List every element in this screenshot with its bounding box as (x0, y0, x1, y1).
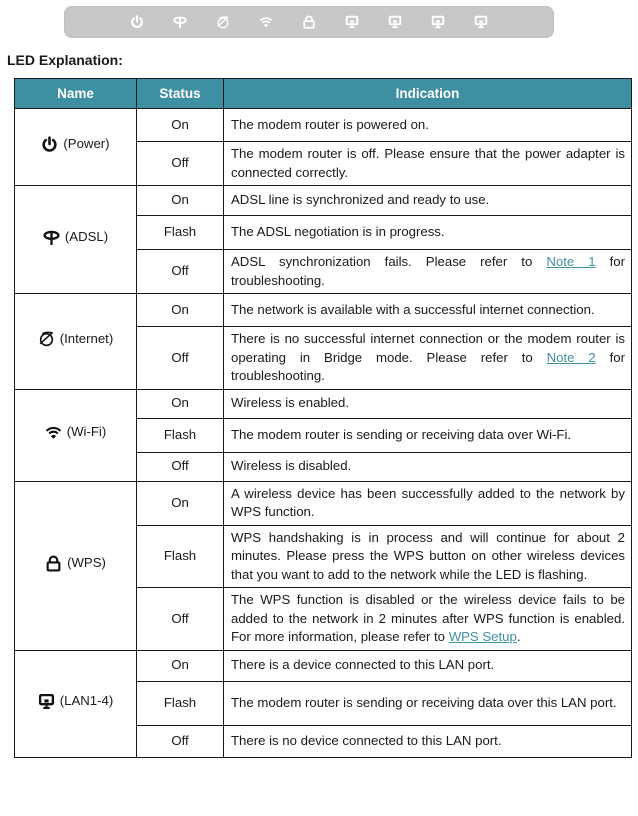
status-cell: On (137, 109, 224, 142)
status-cell: Flash (137, 525, 224, 588)
indication-cell: ADSL line is synchronized and ready to use. (224, 186, 632, 216)
header-status: Status (137, 79, 224, 109)
led-name-label: (WPS) (67, 554, 106, 570)
lan-icon (417, 15, 460, 29)
reference-link[interactable]: Note 2 (546, 349, 596, 365)
indication-cell (224, 250, 632, 294)
reference-link[interactable]: WPS Setup (448, 629, 517, 644)
status-cell: On (137, 294, 224, 327)
adsl-icon (43, 229, 60, 246)
table-row (15, 481, 632, 525)
led-name-label: (Wi-Fi) (66, 424, 107, 440)
led-name-cell (15, 650, 137, 757)
wps-lock-icon (45, 555, 62, 572)
led-name-label: (ADSL) (64, 228, 109, 244)
indication-text: for troubleshooting. (231, 254, 626, 288)
indication-cell: Wireless is disabled. (224, 452, 632, 481)
adsl-icon (159, 15, 202, 29)
header-name: Name (15, 79, 137, 109)
indication-cell (224, 327, 632, 390)
power-icon (116, 15, 159, 29)
indication-text: . (516, 629, 521, 644)
indication-text: The WPS function is disabled or the wireless device fails to be added to the network in 2 minutes after WPS function is enabled. For more information, please refer to (231, 592, 625, 644)
lan-icon (460, 15, 503, 29)
indication-cell: The modem router is off. Please ensure that the power adapter is connected correctly. (224, 142, 632, 186)
section-title: LED Explanation: (7, 52, 123, 68)
led-name-cell (15, 109, 137, 186)
indication-text: for troubleshooting. (231, 349, 625, 383)
led-name-label: (LAN1-4) (59, 692, 114, 708)
led-name-label: (Power) (63, 136, 110, 152)
status-cell: On (137, 186, 224, 216)
status-cell: Off (137, 725, 224, 757)
indication-cell: The ADSL negotiation is in progress. (224, 216, 632, 250)
led-explanation-table (14, 78, 632, 758)
internet-icon (202, 15, 245, 29)
table-header-row (15, 79, 632, 109)
indication-cell: There is no device connected to this LAN port. (224, 725, 632, 757)
status-cell: Off (137, 327, 224, 390)
table-row (15, 294, 632, 327)
status-cell: Flash (137, 216, 224, 250)
lan-icon (374, 15, 417, 29)
indication-cell: The modem router is sending or receiving data over this LAN port. (224, 681, 632, 725)
indication-cell: A wireless device has been successfully added to the network by WPS function. (224, 481, 632, 525)
wifi-icon (245, 15, 288, 29)
indication-cell: The modem router is powered on. (224, 109, 632, 142)
header-indication: Indication (224, 79, 632, 109)
table-row (15, 109, 632, 142)
led-name-cell (15, 389, 137, 481)
table-row (15, 650, 632, 681)
status-cell: On (137, 481, 224, 525)
indication-text: ADSL synchronization fails. Please refer to (231, 254, 547, 269)
indication-cell (224, 588, 632, 651)
status-cell: Off (137, 250, 224, 294)
led-name-cell (15, 481, 137, 650)
led-name-cell (15, 186, 137, 294)
indication-cell: WPS handshaking is in process and will continue for about 2 minutes. Please press the WPS button on other wireless devices that you want to add to the network while the LED is flashing. (224, 525, 632, 588)
wps-lock-icon (288, 15, 331, 29)
table-row (15, 389, 632, 418)
indication-cell: The network is available with a successful internet connection. (224, 294, 632, 327)
status-cell: Off (137, 452, 224, 481)
wifi-icon (45, 424, 62, 441)
internet-icon (38, 330, 55, 347)
indication-text: There is no successful internet connection or the modem router is operating in Bridge mode. Please refer to (231, 331, 625, 365)
indication-cell: The modem router is sending or receiving data over Wi-Fi. (224, 418, 632, 452)
led-name-label: (Internet) (59, 330, 114, 346)
status-cell: Flash (137, 418, 224, 452)
status-cell: On (137, 389, 224, 418)
lan-icon (38, 693, 55, 710)
indication-cell: There is a device connected to this LAN port. (224, 650, 632, 681)
table-row (15, 186, 632, 216)
indication-cell: Wireless is enabled. (224, 389, 632, 418)
status-cell: Flash (137, 681, 224, 725)
power-icon (41, 136, 58, 153)
led-panel (64, 6, 554, 38)
lan-icon (331, 15, 374, 29)
reference-link[interactable]: Note 1 (546, 254, 596, 269)
status-cell: Off (137, 588, 224, 651)
status-cell: On (137, 650, 224, 681)
status-cell: Off (137, 142, 224, 186)
led-name-cell (15, 294, 137, 390)
